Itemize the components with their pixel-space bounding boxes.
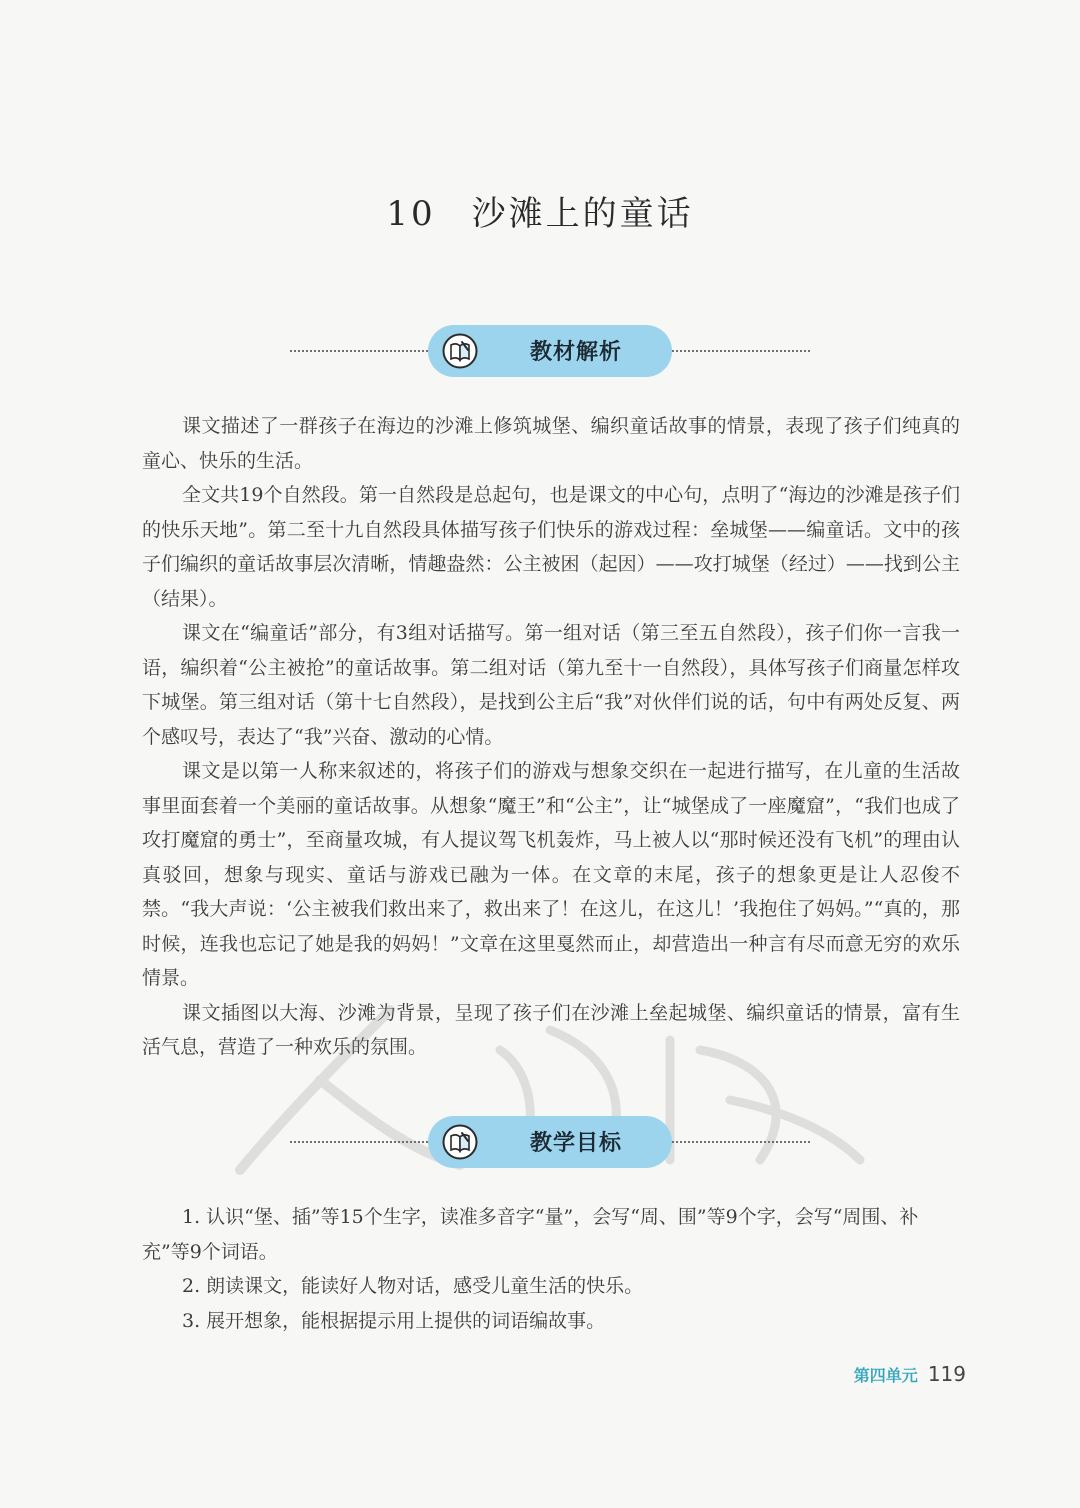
section-header-analysis bbox=[290, 325, 810, 377]
dotted-divider-left bbox=[290, 350, 428, 352]
list-item: 2. 朗读课文，能读好人物对话，感受儿童生活的快乐。 bbox=[182, 1275, 644, 1297]
lesson-title bbox=[0, 186, 1080, 235]
dotted-divider-right bbox=[672, 350, 810, 352]
paragraph: 全文共19个自然段。第一自然段是总起句，也是课文的中心句，点明了“海边的沙滩是孩子们的快乐天地”。第二至十九自然段具体描写孩子们快乐的游戏过程：垒城堡——编童话。文中的孩子们编织的童话故事层次清晰，情趣盎然：公主被困（起因）——攻打城堡（经过）——找到公主（结果）。 bbox=[142, 484, 960, 610]
section-heading: 教材解析 bbox=[530, 340, 623, 365]
section-heading: 教学目标 bbox=[530, 1131, 623, 1156]
goals-list bbox=[142, 1200, 960, 1338]
paragraph: 课文插图以大海、沙滩为背景，呈现了孩子们在沙滩上垒起城堡、编织童话的情景，富有生活气息，营造了一种欢乐的氛围。 bbox=[142, 1001, 960, 1058]
page-footer bbox=[854, 1362, 966, 1386]
unit-label: 第四单元 bbox=[853, 1366, 918, 1385]
analysis-body bbox=[142, 409, 960, 1065]
paragraph: 课文在“编童话”部分，有3组对话描写。第一组对话（第三至五自然段），孩子们你一言我一语，编织着“公主被抢”的童话故事。第二组对话（第九至十一自然段），具体写孩子们商量怎样攻下城堡。第三组对话（第十七自然段），是找到公主后“我”对伙伴们说的话，句中有两处反复、两个感叹号，表达了“我”兴奋、激动的心情。 bbox=[142, 622, 960, 748]
section-header-goals bbox=[290, 1116, 810, 1168]
lesson-number: 10 bbox=[386, 194, 436, 234]
book-icon bbox=[442, 1124, 478, 1160]
dotted-divider-right bbox=[672, 1141, 810, 1143]
book-icon bbox=[442, 333, 478, 369]
dotted-divider-left bbox=[290, 1141, 428, 1143]
list-item: 1. 认识“堡、插”等15个生字，读准多音字“量”，会写“周、围”等9个字，会写“周围、补充”等9个词语。 bbox=[142, 1206, 919, 1263]
section-pill bbox=[428, 1116, 672, 1168]
paragraph: 课文描述了一群孩子在海边的沙滩上修筑城堡、编织童话故事的情景，表现了孩子们纯真的童心、快乐的生活。 bbox=[142, 415, 960, 472]
lesson-title-text: 沙滩上的童话 bbox=[471, 194, 694, 234]
paragraph: 课文是以第一人称来叙述的，将孩子们的游戏与想象交织在一起进行描写，在儿童的生活故事里面套着一个美丽的童话故事。从想象“魔王”和“公主”，让“城堡成了一座魔窟”，“我们也成了攻打魔窟的勇士”，至商量攻城，有人提议驾飞机轰炸，马上被人以“那时候还没有飞机”的理由认真驳回，想象与现实、童话与游戏已融为一体。在文章的末尾，孩子的想象更是让人忍俊不禁。“我大声说：‘公主被我们救出来了，救出来了！在这儿，在这儿！’我抱住了妈妈。”“真的，那时候，连我也忘记了她是我的妈妈！”文章在这里戛然而止，却营造出一种言有尽而意无穷的欢乐情景。 bbox=[142, 760, 960, 989]
list-item: 3. 展开想象，能根据提示用上提供的词语编故事。 bbox=[182, 1309, 606, 1332]
section-pill bbox=[428, 325, 672, 377]
page-number: 119 bbox=[927, 1362, 966, 1386]
